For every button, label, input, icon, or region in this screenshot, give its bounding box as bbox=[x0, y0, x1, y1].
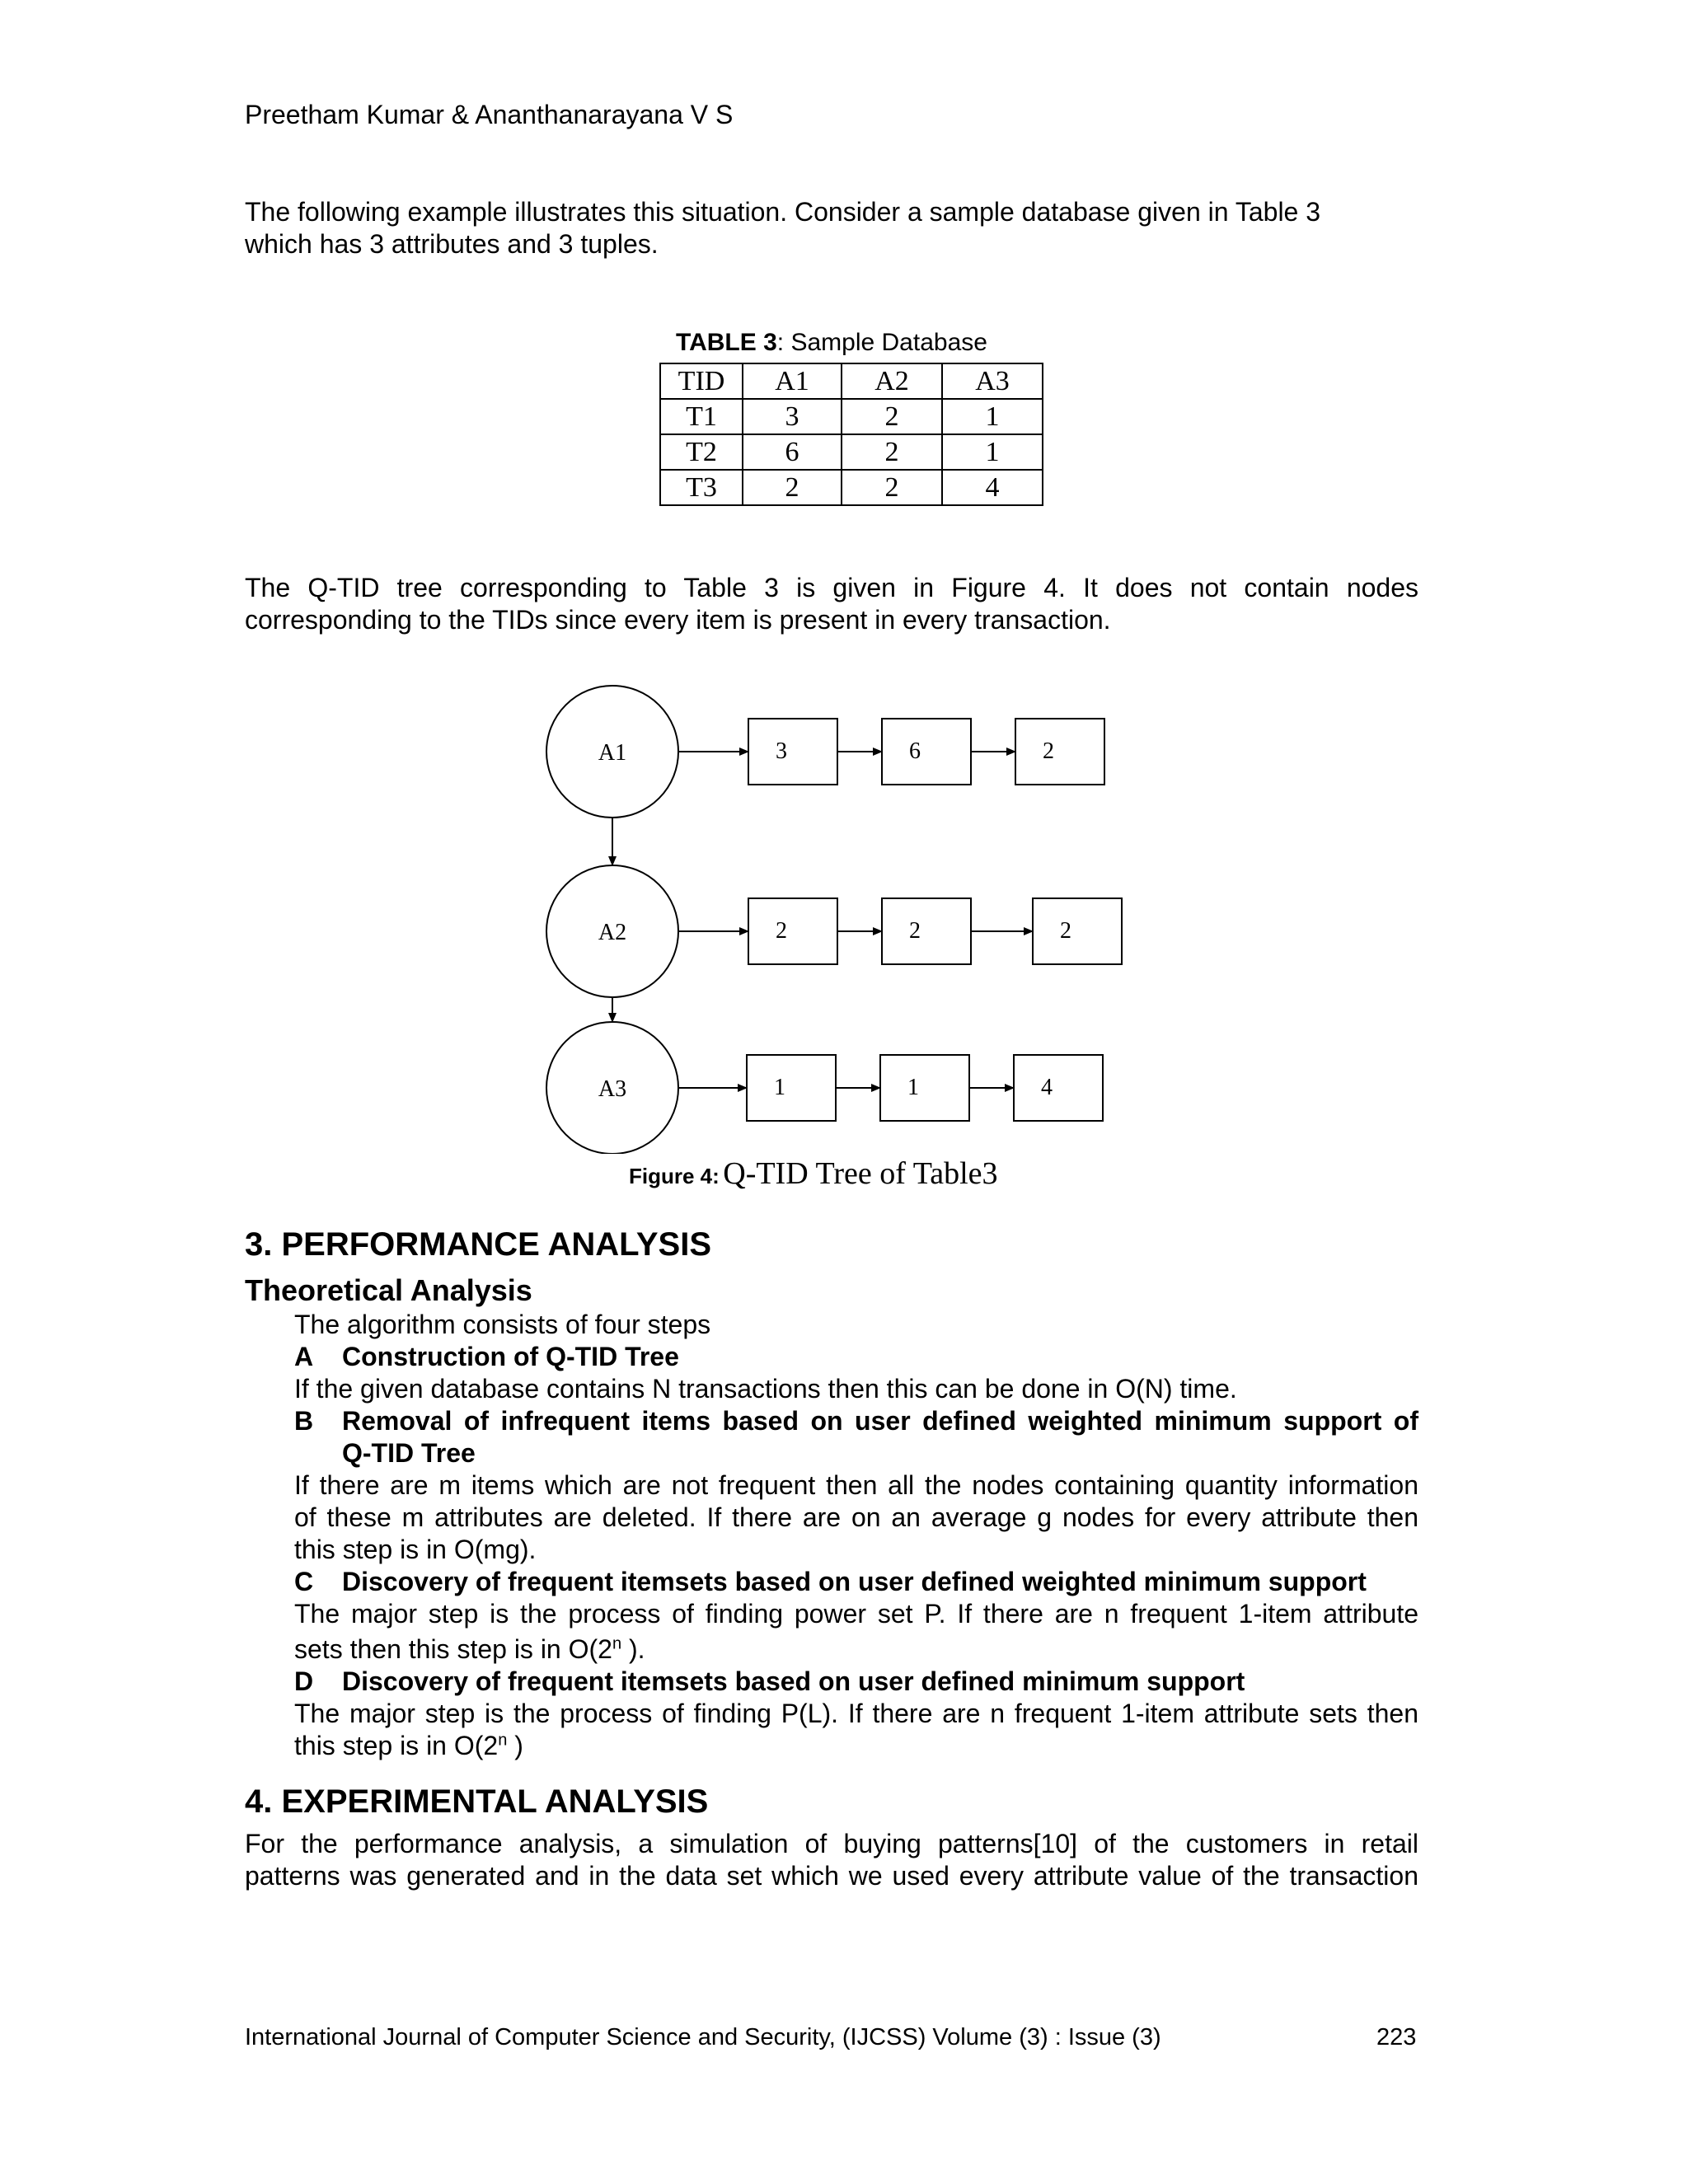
quantity-box bbox=[1033, 898, 1122, 964]
running-header: Preetham Kumar & Ananthanarayana V S bbox=[245, 100, 734, 129]
table-cell: 6 bbox=[743, 434, 842, 470]
figure-caption-label: Figure 4: bbox=[629, 1164, 720, 1188]
step-b-title-line-2: Q-TID Tree bbox=[342, 1438, 476, 1468]
table-caption bbox=[676, 328, 987, 358]
section-4-paragraph bbox=[245, 1828, 1418, 1892]
table-caption-label: TABLE 3 bbox=[676, 329, 777, 356]
quantity-box-label: 3 bbox=[776, 738, 787, 764]
table-row bbox=[660, 434, 1043, 470]
section-4-line-2: patterns was generated and in the data set which we used every attribute value of the transaction bbox=[245, 1861, 1418, 1891]
quantity-box bbox=[882, 719, 971, 785]
table-cell: 2 bbox=[743, 470, 842, 505]
table-cell: 2 bbox=[842, 399, 942, 434]
qtid-paragraph bbox=[245, 572, 1418, 636]
step-d-text-line-1: The major step is the process of finding P(L). If there are n frequent 1-item attribute sets then bbox=[294, 1699, 1418, 1728]
quantity-box-label: 2 bbox=[1043, 738, 1054, 764]
step-c-title: Discovery of frequent itemsets based on user defined weighted minimum support bbox=[342, 1567, 1367, 1596]
table-cell: 1 bbox=[942, 434, 1043, 470]
step-b-text-line-3: this step is in O(mg). bbox=[294, 1535, 537, 1564]
step-b-title-line-1: Removal of infrequent items based on user defined weighted minimum support of bbox=[342, 1406, 1418, 1436]
quantity-box bbox=[1015, 719, 1104, 785]
step-d-letter: D bbox=[294, 1666, 314, 1696]
table-cell: 4 bbox=[942, 470, 1043, 505]
table-cell: T1 bbox=[660, 399, 743, 434]
qtid-line-2: corresponding to the TIDs since every item is present in every transaction. bbox=[245, 605, 1111, 635]
table-caption-text: : Sample Database bbox=[776, 329, 987, 356]
table-cell: 2 bbox=[842, 434, 942, 470]
section-4-title: 4. EXPERIMENTAL ANALYSIS bbox=[245, 1783, 709, 1820]
quantity-box-label: 4 bbox=[1041, 1075, 1053, 1100]
step-b-heading bbox=[294, 1405, 1418, 1469]
table-cell: T2 bbox=[660, 434, 743, 470]
quantity-box bbox=[882, 898, 971, 964]
step-c-heading bbox=[294, 1566, 1418, 1598]
quantity-box bbox=[748, 719, 837, 785]
figure-caption-text: Q-TID Tree of Table3 bbox=[723, 1156, 998, 1191]
table-cell: T3 bbox=[660, 470, 743, 505]
quantity-box bbox=[1014, 1055, 1103, 1121]
quantity-box bbox=[747, 1055, 836, 1121]
step-a-heading bbox=[294, 1341, 1418, 1373]
step-b-text-line-1: If there are m items which are not frequent then all the nodes containing quantity information bbox=[294, 1470, 1418, 1500]
table-header-cell: TID bbox=[660, 363, 743, 399]
section-3-body bbox=[294, 1309, 1418, 1762]
step-a-letter: A bbox=[294, 1342, 314, 1371]
intro-line-1: The following example illustrates this situation. Consider a sample database given in Table 3 bbox=[245, 197, 1321, 227]
quantity-box-label: 1 bbox=[774, 1075, 785, 1100]
table-header-cell: A1 bbox=[743, 363, 842, 399]
quantity-box bbox=[880, 1055, 969, 1121]
step-c-text-line-1: The major step is the process of finding power set P. If there are n frequent 1-item attribute bbox=[294, 1599, 1418, 1629]
table-header-cell: A2 bbox=[842, 363, 942, 399]
quantity-box-label: 1 bbox=[907, 1075, 919, 1100]
quantity-box bbox=[748, 898, 837, 964]
step-a-text: If the given database contains N transactions then this can be done in O(N) time. bbox=[294, 1374, 1237, 1404]
section-4-line-1: For the performance analysis, a simulation of buying patterns[10] of the customers in retail bbox=[245, 1829, 1418, 1858]
qtid-line-1: The Q-TID tree corresponding to Table 3 is given in Figure 4. It does not contain nodes bbox=[245, 573, 1418, 602]
attribute-node-label: A1 bbox=[598, 740, 627, 766]
figure-caption bbox=[629, 1155, 998, 1192]
intro-line-2: which has 3 attributes and 3 tuples. bbox=[245, 229, 659, 259]
step-a-title: Construction of Q-TID Tree bbox=[342, 1342, 679, 1371]
footer-page-number: 223 bbox=[1376, 2024, 1417, 2050]
step-b-text-line-2: of these m attributes are deleted. If there are on an average g nodes for every attribute then bbox=[294, 1502, 1418, 1532]
attribute-node-label: A3 bbox=[598, 1076, 627, 1102]
table-row bbox=[660, 399, 1043, 434]
quantity-box-label: 2 bbox=[909, 918, 921, 944]
table-header-cell: A3 bbox=[942, 363, 1043, 399]
step-d-heading bbox=[294, 1666, 1418, 1698]
step-c-complexity-exponent: n bbox=[612, 1634, 622, 1653]
step-c-complexity-post: ). bbox=[621, 1634, 645, 1664]
quantity-box-label: 6 bbox=[909, 738, 921, 764]
step-d-complexity-post: ) bbox=[507, 1731, 523, 1760]
quantity-box-label: 2 bbox=[1060, 918, 1071, 944]
step-d-text-line-2 bbox=[294, 1730, 1418, 1762]
attribute-node-label: A2 bbox=[598, 920, 627, 945]
step-d-title: Discovery of frequent itemsets based on user defined minimum support bbox=[342, 1666, 1245, 1696]
step-c-complexity-pre: sets then this step is in O(2 bbox=[294, 1634, 612, 1664]
step-d-complexity-pre: this step is in O(2 bbox=[294, 1731, 499, 1760]
footer-journal: International Journal of Computer Science and Security, (IJCSS) Volume (3) : Issue (3) bbox=[245, 2024, 1161, 2050]
quantity-box-label: 2 bbox=[776, 918, 787, 944]
theoretical-analysis-title: Theoretical Analysis bbox=[245, 1273, 532, 1307]
intro-paragraph bbox=[245, 196, 1418, 260]
table-cell: 2 bbox=[842, 470, 942, 505]
section-3-title: 3. PERFORMANCE ANALYSIS bbox=[245, 1226, 712, 1263]
qtid-tree-figure bbox=[528, 676, 1154, 1154]
table-cell: 1 bbox=[942, 399, 1043, 434]
step-c-text-line-2 bbox=[294, 1633, 1418, 1666]
step-c-letter: C bbox=[294, 1567, 314, 1596]
table-row bbox=[660, 470, 1043, 505]
table-cell: 3 bbox=[743, 399, 842, 434]
step-d-complexity-exponent: n bbox=[498, 1731, 508, 1750]
table-header-row bbox=[660, 363, 1043, 399]
algorithm-intro: The algorithm consists of four steps bbox=[294, 1310, 711, 1339]
step-b-letter: B bbox=[294, 1406, 314, 1436]
sample-database-table bbox=[659, 363, 1043, 506]
